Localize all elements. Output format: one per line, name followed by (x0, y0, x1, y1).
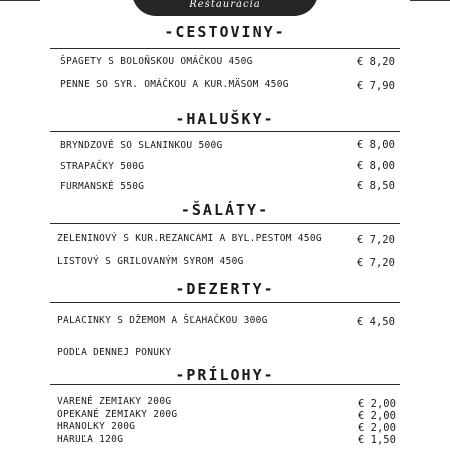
menu-item-price: € 7,90 (357, 80, 395, 92)
menu-item-name: HARUĽA 120G (57, 434, 124, 445)
section-rule (50, 223, 400, 224)
menu-item-name: ŠPAGETY S BOLOŇSKOU OMÁČKOU 450G (60, 56, 253, 67)
badge-notch-left (124, 4, 138, 18)
menu-item-price: € 7,20 (357, 234, 395, 246)
menu-item-price: € 4,50 (357, 316, 395, 328)
menu-item-price: € 7,20 (357, 257, 395, 269)
menu-item-name: VARENÉ ZEMIAKY 200G (57, 396, 172, 407)
menu-item-name: OPEKANÉ ZEMIAKY 200G (57, 409, 178, 420)
menu-item-price: € 2,00 (358, 422, 396, 434)
menu-item-name: PODĽA DENNEJ PONUKY (57, 347, 172, 358)
menu-item-price: € 2,00 (358, 398, 396, 410)
menu-item-price: € 8,00 (357, 160, 395, 172)
section-title-dezerty: -DEZERTY- (175, 280, 275, 298)
menu-item-price: € 2,00 (358, 410, 396, 422)
badge-notch-right (312, 4, 326, 18)
menu-item-name: PALACINKY S DŽEMOM A ŠĽAHAČKOU 300G (57, 315, 268, 326)
section-rule (50, 48, 400, 49)
top-left-rule (0, 0, 40, 1)
menu-item-name: BRYNDZOVÉ SO SLANINKOU 500G (60, 140, 223, 151)
section-title-cestoviny: -CESTOVINY- (164, 23, 286, 41)
menu-item-name: STRAPAČKY 500G (60, 161, 145, 172)
menu-item-name: FURMANSKÉ 550G (60, 181, 145, 192)
section-rule (50, 302, 400, 303)
section-rule (50, 131, 400, 132)
menu-item-name: ZELENINOVÝ S KUR.REZANCAMI A BYL.PESTOM 450G (57, 233, 322, 244)
menu-item-price: € 8,50 (357, 180, 395, 192)
menu-item-name: LISTOVÝ S GRILOVANÝM SYROM 450G (57, 256, 244, 267)
menu-item-price: € 8,20 (357, 56, 395, 68)
menu-item-name: HRANOLKY 200G (57, 421, 136, 432)
menu-item-price: € 8,00 (357, 139, 395, 151)
section-title-prilohy: -PRÍLOHY- (175, 366, 275, 384)
section-title-halusky: -HALUŠKY- (175, 110, 275, 128)
section-title-salaty: -ŠALÁTY- (180, 201, 270, 219)
section-rule (50, 384, 400, 385)
logo-badge-text: Reštaurácia (189, 0, 261, 10)
top-right-rule (410, 0, 450, 1)
menu-item-price: € 1,50 (358, 434, 396, 446)
menu-item-name: PENNE SO SYR. OMÁČKOU A KUR.MÄSOM 450G (60, 79, 289, 90)
